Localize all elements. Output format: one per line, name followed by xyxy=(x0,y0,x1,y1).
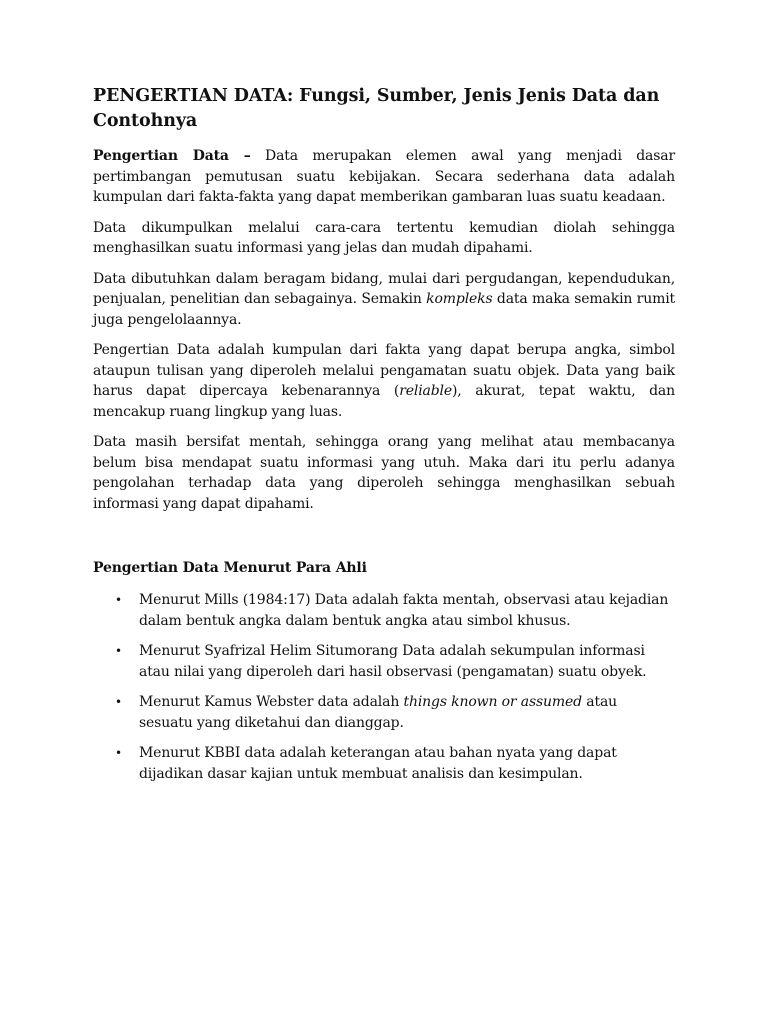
italic-term: things known or assumed xyxy=(403,694,582,710)
list-item-text: atau sesuatu yang diketahui dan dianggap. xyxy=(139,694,618,731)
paragraph-text: Data dibutuhkan dalam beragam bidang, mulai dari pergudangan, kependudukan, penjualan, penelitian dan sebagainya. Semakin xyxy=(93,270,675,307)
paragraph-text: data maka semakin rumit juga pengelolaannya. xyxy=(93,291,675,328)
document-page xyxy=(93,84,675,794)
bullet-icon: • xyxy=(115,644,122,658)
paragraph-raw-data: Data masih bersifat mentah, sehingga orang yang melihat atau membacanya belum bisa mendapat suatu informasi yang utuh. Maka dari itu perlu adanya pengolahan terhadap data yang diperoleh sehingga menghasilkan sebuah informasi yang dapat dipahami. xyxy=(93,434,675,512)
list-item xyxy=(93,743,669,784)
bullet-icon: • xyxy=(115,593,122,607)
list-item-text: Menurut Mills (1984:17) Data adalah fakta mentah, observasi atau kejadian dalam bentuk angka dalam bentuk angka atau simbol khusus. xyxy=(139,592,669,629)
paragraph-collection: Data dikumpulkan melalui cara-cara tertentu kemudian diolah sehingga menghasilkan suatu informasi yang jelas dan mudah dipahami. xyxy=(93,219,675,256)
section-title: Pengertian Data Menurut Para Ahli xyxy=(93,560,367,576)
italic-term: kompleks xyxy=(426,291,493,307)
list-item xyxy=(93,590,669,631)
paragraph-fields xyxy=(93,269,675,331)
list-item-text: Menurut KBBI data adalah keterangan atau bahan nyata yang dapat dijadikan dasar kajian untuk membuat analisis dan kesimpulan. xyxy=(139,745,617,782)
list-item xyxy=(93,641,669,682)
list-item xyxy=(93,692,669,733)
lead-term: Pengertian Data – xyxy=(93,148,251,164)
bullet-icon: • xyxy=(115,695,122,709)
list-item-text: Menurut Syafrizal Helim Situmorang Data adalah sekumpulan informasi atau nilai yang diperoleh dari hasil observasi (pengamatan) suatu obyek. xyxy=(139,643,647,680)
paragraph-meaning xyxy=(93,340,675,422)
paragraph-text: ), akurat, tepat waktu, dan mencakup ruang lingkup yang luas. xyxy=(93,383,675,420)
paragraph-definition xyxy=(93,146,675,208)
italic-term: reliable xyxy=(399,383,452,399)
expert-definitions-list xyxy=(93,590,675,784)
document-title: PENGERTIAN DATA: Fungsi, Sumber, Jenis Jenis Data dan Contohnya xyxy=(93,86,660,131)
list-item-text: Menurut Kamus Webster data adalah xyxy=(139,694,404,710)
bullet-icon: • xyxy=(115,746,122,760)
paragraph-text: Pengertian Data adalah kumpulan dari fakta yang dapat berupa angka, simbol ataupun tulisan yang diperoleh melalui pengamatan suatu objek. Data yang baik harus dapat dipercaya kebenarannya ( xyxy=(93,342,675,399)
paragraph-text: Data merupakan elemen awal yang menjadi dasar pertimbangan pemutusan suatu kebijakan. Secara sederhana data adalah kumpulan dari fakta-fakta yang dapat memberikan gambaran luas suatu keadaan. xyxy=(93,148,675,205)
